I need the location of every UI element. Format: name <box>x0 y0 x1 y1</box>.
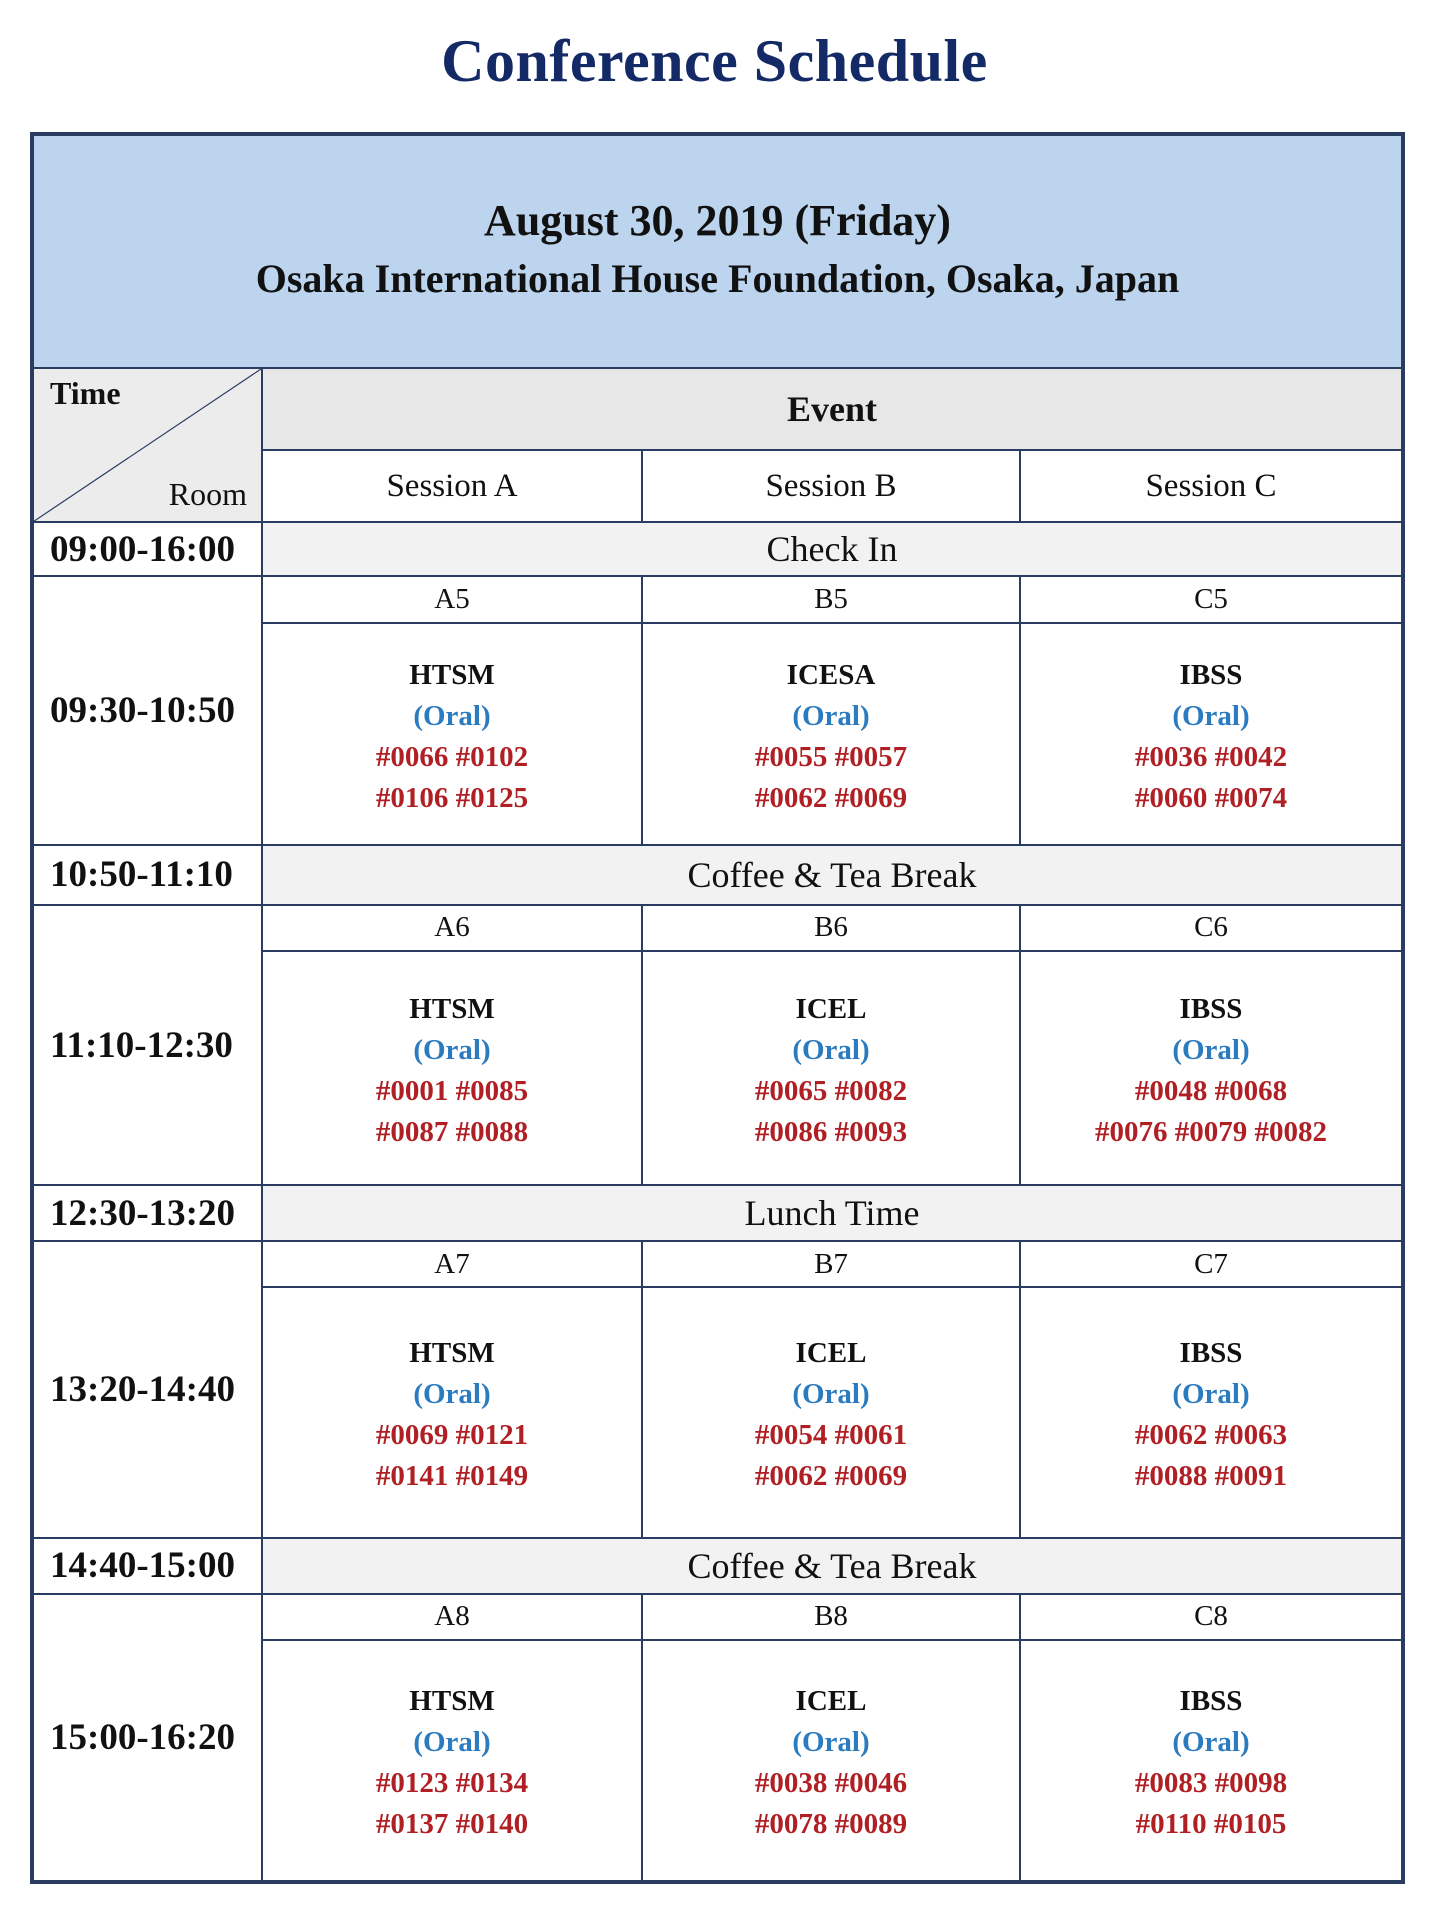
paper-ids: #0055 #0057 <box>754 740 908 773</box>
session-a-header: Session A <box>262 450 642 522</box>
presentation-type: (Oral) <box>413 1378 491 1411</box>
session-cell-c <box>1020 1287 1403 1537</box>
room-label-session-c: C8 <box>1020 1594 1403 1640</box>
paper-ids: #0110 #0105 <box>1135 1808 1287 1841</box>
room-label-session-b: B6 <box>642 905 1020 951</box>
room-label-session-a: A5 <box>262 576 642 622</box>
conference-name: ICEL <box>795 1337 867 1370</box>
time-slot: 11:10-12:30 <box>32 905 262 1185</box>
room-row <box>32 905 1403 951</box>
conference-name: IBSS <box>1179 1685 1243 1718</box>
presentation-type: (Oral) <box>792 1034 870 1067</box>
time-slot: 10:50-11:10 <box>32 845 262 905</box>
conference-name: HTSM <box>409 1685 495 1718</box>
paper-ids: #0076 #0079 #0082 <box>1095 1116 1327 1149</box>
presentation-type: (Oral) <box>792 699 870 732</box>
paper-ids: #0048 #0068 <box>1134 1075 1288 1108</box>
paper-ids: #0062 #0069 <box>754 781 908 814</box>
paper-ids: #0060 #0074 <box>1134 781 1288 814</box>
room-label-session-c: C7 <box>1020 1241 1403 1287</box>
room-row <box>32 1241 1403 1287</box>
session-cell-a <box>262 623 642 845</box>
session-cell-c <box>1020 951 1403 1185</box>
event-header: Event <box>262 368 1403 450</box>
banner-row <box>32 134 1403 368</box>
room-label-session-a: A8 <box>262 1594 642 1640</box>
paper-ids: #0001 #0085 <box>375 1075 529 1108</box>
paper-ids: #0062 #0063 <box>1134 1419 1288 1452</box>
presentation-type: (Oral) <box>1172 1726 1250 1759</box>
paper-ids: #0065 #0082 <box>754 1075 908 1108</box>
break-row <box>32 1538 1403 1594</box>
time-slot: 15:00-16:20 <box>32 1594 262 1882</box>
room-label-session-c: C6 <box>1020 905 1403 951</box>
room-label-session-b: B8 <box>642 1594 1020 1640</box>
paper-ids: #0078 #0089 <box>754 1808 908 1841</box>
room-row <box>32 576 1403 622</box>
date-venue-banner <box>32 134 1403 368</box>
conference-name: ICEL <box>795 993 867 1026</box>
conference-name: IBSS <box>1179 1337 1243 1370</box>
break-label: Coffee & Tea Break <box>262 845 1403 905</box>
break-label: Lunch Time <box>262 1185 1403 1241</box>
paper-ids: #0141 #0149 <box>375 1460 529 1493</box>
event-header-row <box>32 368 1403 450</box>
session-cell-c <box>1020 623 1403 845</box>
break-label: Check In <box>262 522 1403 576</box>
corner-room-label: Room <box>168 476 247 513</box>
conference-name: HTSM <box>409 993 495 1026</box>
schedule-date: August 30, 2019 (Friday) <box>484 195 951 245</box>
session-b-header: Session B <box>642 450 1020 522</box>
time-slot: 13:20-14:40 <box>32 1241 262 1537</box>
room-row <box>32 1594 1403 1640</box>
room-label-session-b: B5 <box>642 576 1020 622</box>
session-cell-b <box>642 1640 1020 1882</box>
conference-name: HTSM <box>409 658 495 691</box>
session-c-header: Session C <box>1020 450 1403 522</box>
paper-ids: #0106 #0125 <box>375 781 529 814</box>
paper-ids: #0137 #0140 <box>375 1808 529 1841</box>
time-room-corner <box>32 368 262 522</box>
conference-name: IBSS <box>1179 993 1243 1026</box>
presentation-type: (Oral) <box>413 1726 491 1759</box>
session-cell-a <box>262 1640 642 1882</box>
paper-ids: #0038 #0046 <box>754 1767 908 1800</box>
break-row <box>32 1185 1403 1241</box>
room-label-session-c: C5 <box>1020 576 1403 622</box>
paper-ids: #0086 #0093 <box>754 1116 908 1149</box>
presentation-type: (Oral) <box>792 1378 870 1411</box>
presentation-type: (Oral) <box>792 1726 870 1759</box>
paper-ids: #0083 #0098 <box>1134 1767 1288 1800</box>
presentation-type: (Oral) <box>1172 699 1250 732</box>
paper-ids: #0088 #0091 <box>1134 1460 1288 1493</box>
session-cell-a <box>262 1287 642 1537</box>
conference-name: HTSM <box>409 1337 495 1370</box>
break-row <box>32 845 1403 905</box>
time-slot: 14:40-15:00 <box>32 1538 262 1594</box>
presentation-type: (Oral) <box>1172 1034 1250 1067</box>
session-cell-a <box>262 951 642 1185</box>
session-cell-b <box>642 951 1020 1185</box>
conference-name: ICEL <box>795 1685 867 1718</box>
time-slot: 12:30-13:20 <box>32 1185 262 1241</box>
session-cell-b <box>642 1287 1020 1537</box>
room-label-session-b: B7 <box>642 1241 1020 1287</box>
paper-ids: #0066 #0102 <box>375 740 529 773</box>
schedule-venue: Osaka International House Foundation, Osaka, Japan <box>255 255 1180 301</box>
paper-ids: #0123 #0134 <box>375 1767 529 1800</box>
session-cell-b <box>642 623 1020 845</box>
break-label: Coffee & Tea Break <box>262 1538 1403 1594</box>
presentation-type: (Oral) <box>413 699 491 732</box>
paper-ids: #0062 #0069 <box>754 1460 908 1493</box>
presentation-type: (Oral) <box>413 1034 491 1067</box>
corner-time-label: Time <box>50 375 121 412</box>
session-cell-c <box>1020 1640 1403 1882</box>
paper-ids: #0036 #0042 <box>1134 740 1288 773</box>
time-slot: 09:00-16:00 <box>32 522 262 576</box>
schedule-body <box>32 134 1403 1882</box>
time-slot: 09:30-10:50 <box>32 576 262 844</box>
conference-name: ICESA <box>786 658 876 691</box>
room-label-session-a: A7 <box>262 1241 642 1287</box>
paper-ids: #0069 #0121 <box>375 1419 529 1452</box>
conference-name: IBSS <box>1179 658 1243 691</box>
schedule-table <box>30 132 1405 1884</box>
paper-ids: #0087 #0088 <box>375 1116 529 1149</box>
room-label-session-a: A6 <box>262 905 642 951</box>
paper-ids: #0054 #0061 <box>754 1419 908 1452</box>
page-title: Conference Schedule <box>441 28 988 94</box>
break-row <box>32 522 1403 576</box>
presentation-type: (Oral) <box>1172 1378 1250 1411</box>
